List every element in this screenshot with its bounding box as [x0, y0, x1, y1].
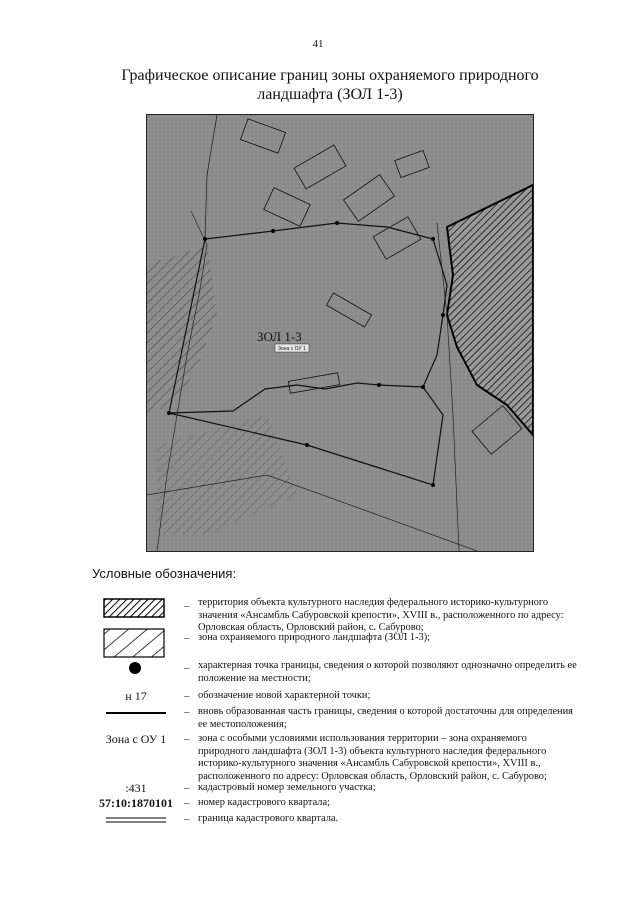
legend-symbol-double-line: [92, 812, 180, 830]
boundary-point: [431, 237, 435, 241]
page-title: [60, 66, 600, 104]
boundary-map: [146, 114, 534, 552]
legend-dash: –: [184, 690, 190, 702]
boundary-point: [377, 383, 381, 387]
legend-text: граница кадастрового квартала.: [198, 813, 339, 824]
legend-dash: –: [184, 662, 190, 674]
boundary-point: [203, 237, 207, 241]
legend-dash: –: [184, 813, 190, 825]
map-zone-sublabel: Зона с ОУ 1: [278, 346, 306, 352]
boundary-point: [305, 443, 309, 447]
map-zone-label: ЗОЛ 1-3: [257, 329, 302, 344]
boundary-point: [441, 313, 445, 317]
boundary-point: [167, 411, 171, 415]
title-line-1: Графическое описание границ зоны охраняемого природного: [121, 67, 539, 84]
legend-symbol-dense-hatch: [92, 598, 180, 623]
legend-text: вновь образованная часть границы, сведения о которой достаточны для определения ее местоположения;: [198, 706, 573, 730]
boundary-point: [335, 221, 339, 225]
legend-symbol-text: 57:10:1870101: [99, 796, 173, 810]
legend-symbol-sparse-hatch: [92, 628, 180, 663]
legend-symbol-text: Зона с ОУ 1: [105, 732, 167, 746]
legend-dash: –: [184, 782, 190, 794]
legend-text: обозначение новой характерной точки;: [198, 690, 371, 701]
legend-symbol-line: [92, 705, 180, 723]
page-number: 41: [312, 38, 324, 50]
legend-symbol-point: [92, 660, 180, 681]
legend-dash: –: [184, 797, 190, 809]
legend-text: зона охраняемого природного ландшафта (ЗОЛ 1-3);: [198, 632, 431, 643]
legend-dash: –: [184, 733, 190, 745]
legend-dash: –: [184, 600, 190, 612]
legend-symbol-text: :431: [125, 781, 147, 795]
boundary-point: [421, 385, 425, 389]
legend-title: Условные обозначения:: [92, 566, 237, 581]
boundary-point: [271, 229, 275, 233]
title-line-2: ландшафта (ЗОЛ 1-3): [257, 86, 403, 103]
legend-text: кадастровый номер земельного участка;: [198, 782, 376, 793]
boundary-point: [431, 483, 435, 487]
legend-dash: –: [184, 632, 190, 644]
legend-symbol-text: н 17: [125, 689, 147, 703]
legend-text: характерная точка границы, сведения о которой позволяют однозначно определить ее положение на местности;: [198, 660, 577, 684]
legend-text: номер кадастрового квартала;: [198, 797, 330, 808]
legend-dash: –: [184, 706, 190, 718]
legend-text: территория объекта культурного наследия федерального историко-культурного значения «Ансамбль Сабуровской крепости», XVIII в., расположенного по адресу: Орловская область, Орловский район, с. Сабурово;: [198, 597, 564, 634]
map-drawing: [147, 115, 533, 551]
legend-text: зона с особыми условиями использования территории – зона охраняемого природного ландшафта (ЗОЛ 1-3) объекта культурного наследия федерального историко-культурного значения «Ансамбль Сабуровской крепости», XVIII в., расположенного по адресу: Орловская область, Орловский район, с. Сабурово;: [198, 733, 547, 782]
